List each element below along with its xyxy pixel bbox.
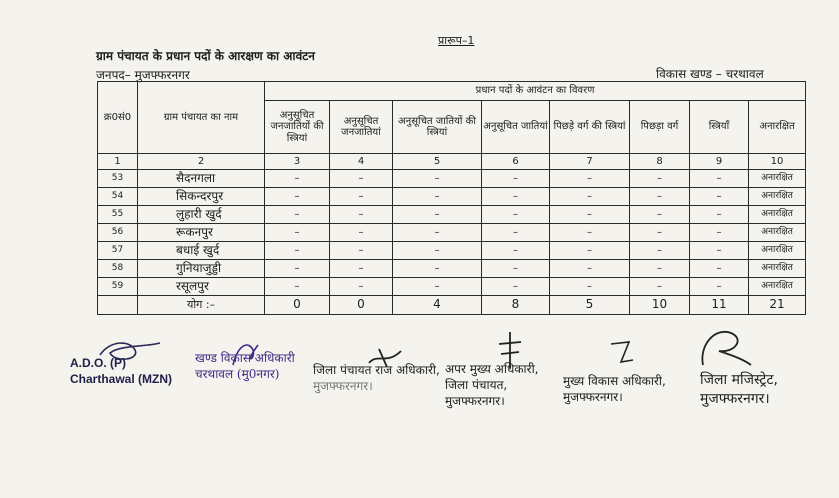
value-cell: –	[265, 260, 330, 278]
serial-cell: 58	[98, 260, 138, 278]
value-cell: –	[550, 224, 630, 242]
value-cell: –	[482, 188, 550, 206]
value-cell: –	[393, 188, 482, 206]
value-cell: –	[393, 170, 482, 188]
unreserved-cell: अनारक्षित	[749, 188, 806, 206]
unreserved-cell: अनारक्षित	[749, 242, 806, 260]
block-label: विकास खण्ड – चरथावल	[656, 67, 764, 81]
col-number: 1	[98, 154, 138, 170]
value-cell: –	[265, 206, 330, 224]
value-cell: –	[330, 188, 393, 206]
signature-ado-line: A.D.O. (P)	[70, 356, 126, 370]
header-unreserved: अनारक्षित	[749, 101, 806, 154]
signature-dm	[700, 371, 778, 409]
value-cell: –	[630, 170, 690, 188]
panchayat-name-cell: गुनियाजुड्डी	[138, 260, 265, 278]
cdo-signature-mark	[607, 338, 637, 368]
value-cell: –	[482, 224, 550, 242]
signature-ceo-line: जिला पंचायत,	[445, 378, 508, 393]
total-cell: 5	[550, 296, 630, 315]
signature-ado-line: Charthawal (MZN)	[70, 372, 172, 387]
col-number: 4	[330, 154, 393, 170]
value-cell: –	[330, 170, 393, 188]
total-cell: 4	[393, 296, 482, 315]
header-panchayat-name: ग्राम पंचायत का नाम	[138, 82, 265, 154]
value-cell: –	[482, 170, 550, 188]
value-cell: –	[482, 278, 550, 296]
header-st: अनुसूचित जनजातियां	[330, 101, 393, 154]
panchayat-name-cell: सिकन्दरपुर	[138, 188, 265, 206]
signature-dpro	[313, 362, 440, 394]
serial-cell: 59	[98, 278, 138, 296]
value-cell: –	[630, 224, 690, 242]
value-cell: –	[265, 188, 330, 206]
panchayat-name-cell: रूकनपुर	[138, 224, 265, 242]
value-cell: –	[550, 278, 630, 296]
value-cell: –	[690, 242, 749, 260]
table-row	[98, 188, 806, 206]
header-serial: क्र0सं0	[98, 82, 138, 154]
value-cell: –	[393, 242, 482, 260]
value-cell: –	[550, 242, 630, 260]
value-cell: –	[330, 224, 393, 242]
col-number: 10	[749, 154, 806, 170]
panchayat-name-cell: लुहारी खुर्द	[138, 206, 265, 224]
value-cell: –	[550, 170, 630, 188]
table-row	[98, 260, 806, 278]
signature-dm-line: मुजफ्फरनगर।	[700, 390, 770, 407]
serial-cell: 55	[98, 206, 138, 224]
header-obc: पिछड़ा वर्ग	[630, 101, 690, 154]
signature-dpro-line: जिला पंचायत राज अधिकारी,	[313, 363, 440, 377]
col-number: 9	[690, 154, 749, 170]
value-cell: –	[265, 278, 330, 296]
value-cell: –	[690, 188, 749, 206]
value-cell: –	[330, 242, 393, 260]
serial-cell: 54	[98, 188, 138, 206]
value-cell: –	[690, 206, 749, 224]
signature-dpro-line: मुजफ्फरनगर।	[313, 379, 373, 394]
value-cell: –	[265, 224, 330, 242]
panchayat-name-cell: रसूलपुर	[138, 278, 265, 296]
value-cell: –	[690, 260, 749, 278]
signature-ado	[70, 355, 172, 387]
value-cell: –	[550, 260, 630, 278]
value-cell: –	[393, 206, 482, 224]
value-cell: –	[550, 188, 630, 206]
value-cell: –	[630, 188, 690, 206]
value-cell: –	[482, 206, 550, 224]
header-st-women: अनुसूचित जनजातियों की स्त्रियां	[265, 101, 330, 154]
signature-ceo	[445, 361, 539, 410]
col-number: 7	[550, 154, 630, 170]
col-number: 5	[393, 154, 482, 170]
serial-cell: 57	[98, 242, 138, 260]
signature-bdo-line: खण्ड विकास अधिकारी	[195, 351, 295, 365]
signature-ceo-line: अपर मुख्य अधिकारी,	[445, 362, 539, 376]
value-cell: –	[690, 224, 749, 242]
signature-cdo-line: मुजफ्फरनगर।	[563, 390, 623, 405]
panchayat-name-cell: सैदनगला	[138, 170, 265, 188]
value-cell: –	[265, 170, 330, 188]
value-cell: –	[265, 242, 330, 260]
unreserved-cell: अनारक्षित	[749, 278, 806, 296]
col-number: 2	[138, 154, 265, 170]
signature-bdo	[195, 350, 295, 382]
value-cell: –	[482, 242, 550, 260]
unreserved-cell: अनारक्षित	[749, 170, 806, 188]
header-sc-women: अनुसूचित जातियों की स्त्रियां	[393, 101, 482, 154]
column-number-row	[98, 154, 806, 170]
col-number: 6	[482, 154, 550, 170]
unreserved-cell: अनारक्षित	[749, 206, 806, 224]
signature-dm-line: जिला मजिस्ट्रेट,	[700, 372, 778, 388]
total-cell: 10	[630, 296, 690, 315]
value-cell: –	[630, 278, 690, 296]
value-cell: –	[630, 242, 690, 260]
allocation-table	[97, 81, 806, 315]
header-obc-women: पिछड़े वर्ग की स्त्रियां	[550, 101, 630, 154]
form-number: प्रारूप–1	[438, 34, 475, 47]
table-row	[98, 242, 806, 260]
total-cell: 0	[330, 296, 393, 315]
signature-ceo-line: मुजफ्फरनगर।	[445, 394, 505, 409]
value-cell: –	[550, 206, 630, 224]
total-cell: 0	[265, 296, 330, 315]
signature-cdo	[563, 373, 666, 405]
value-cell: –	[330, 260, 393, 278]
col-number: 8	[630, 154, 690, 170]
table-row	[98, 170, 806, 188]
signature-bdo-line: चरथावल (मु0नगर)	[195, 367, 280, 382]
serial-cell: 56	[98, 224, 138, 242]
unreserved-cell: अनारक्षित	[749, 260, 806, 278]
col-number: 3	[265, 154, 330, 170]
value-cell: –	[330, 206, 393, 224]
total-cell: 8	[482, 296, 550, 315]
panchayat-name-cell: बधाई खुर्द	[138, 242, 265, 260]
value-cell: –	[330, 278, 393, 296]
value-cell: –	[630, 260, 690, 278]
total-cell: 11	[690, 296, 749, 315]
unreserved-cell: अनारक्षित	[749, 224, 806, 242]
document-title: ग्राम पंचायत के प्रधान पदों के आरक्षण का आवंटन	[96, 49, 315, 63]
total-cell: 21	[749, 296, 806, 315]
total-label: योग :–	[138, 296, 265, 315]
table-row	[98, 224, 806, 242]
table-row	[98, 278, 806, 296]
dm-signature-mark	[695, 325, 755, 370]
table-row	[98, 206, 806, 224]
signature-cdo-line: मुख्य विकास अधिकारी,	[563, 374, 666, 388]
header-women: स्त्रियाँ	[690, 101, 749, 154]
total-serial-blank	[98, 296, 138, 315]
value-cell: –	[393, 278, 482, 296]
header-sc: अनुसूचित जातियां	[482, 101, 550, 154]
value-cell: –	[690, 170, 749, 188]
value-cell: –	[630, 206, 690, 224]
value-cell: –	[690, 278, 749, 296]
district-label: जनपद– मुजफ्फरनगर	[96, 68, 190, 82]
header-allocation-details: प्रधान पदों के आवंटन का विवरण	[265, 82, 806, 101]
total-row	[98, 296, 806, 315]
value-cell: –	[393, 224, 482, 242]
value-cell: –	[393, 260, 482, 278]
serial-cell: 53	[98, 170, 138, 188]
value-cell: –	[482, 260, 550, 278]
